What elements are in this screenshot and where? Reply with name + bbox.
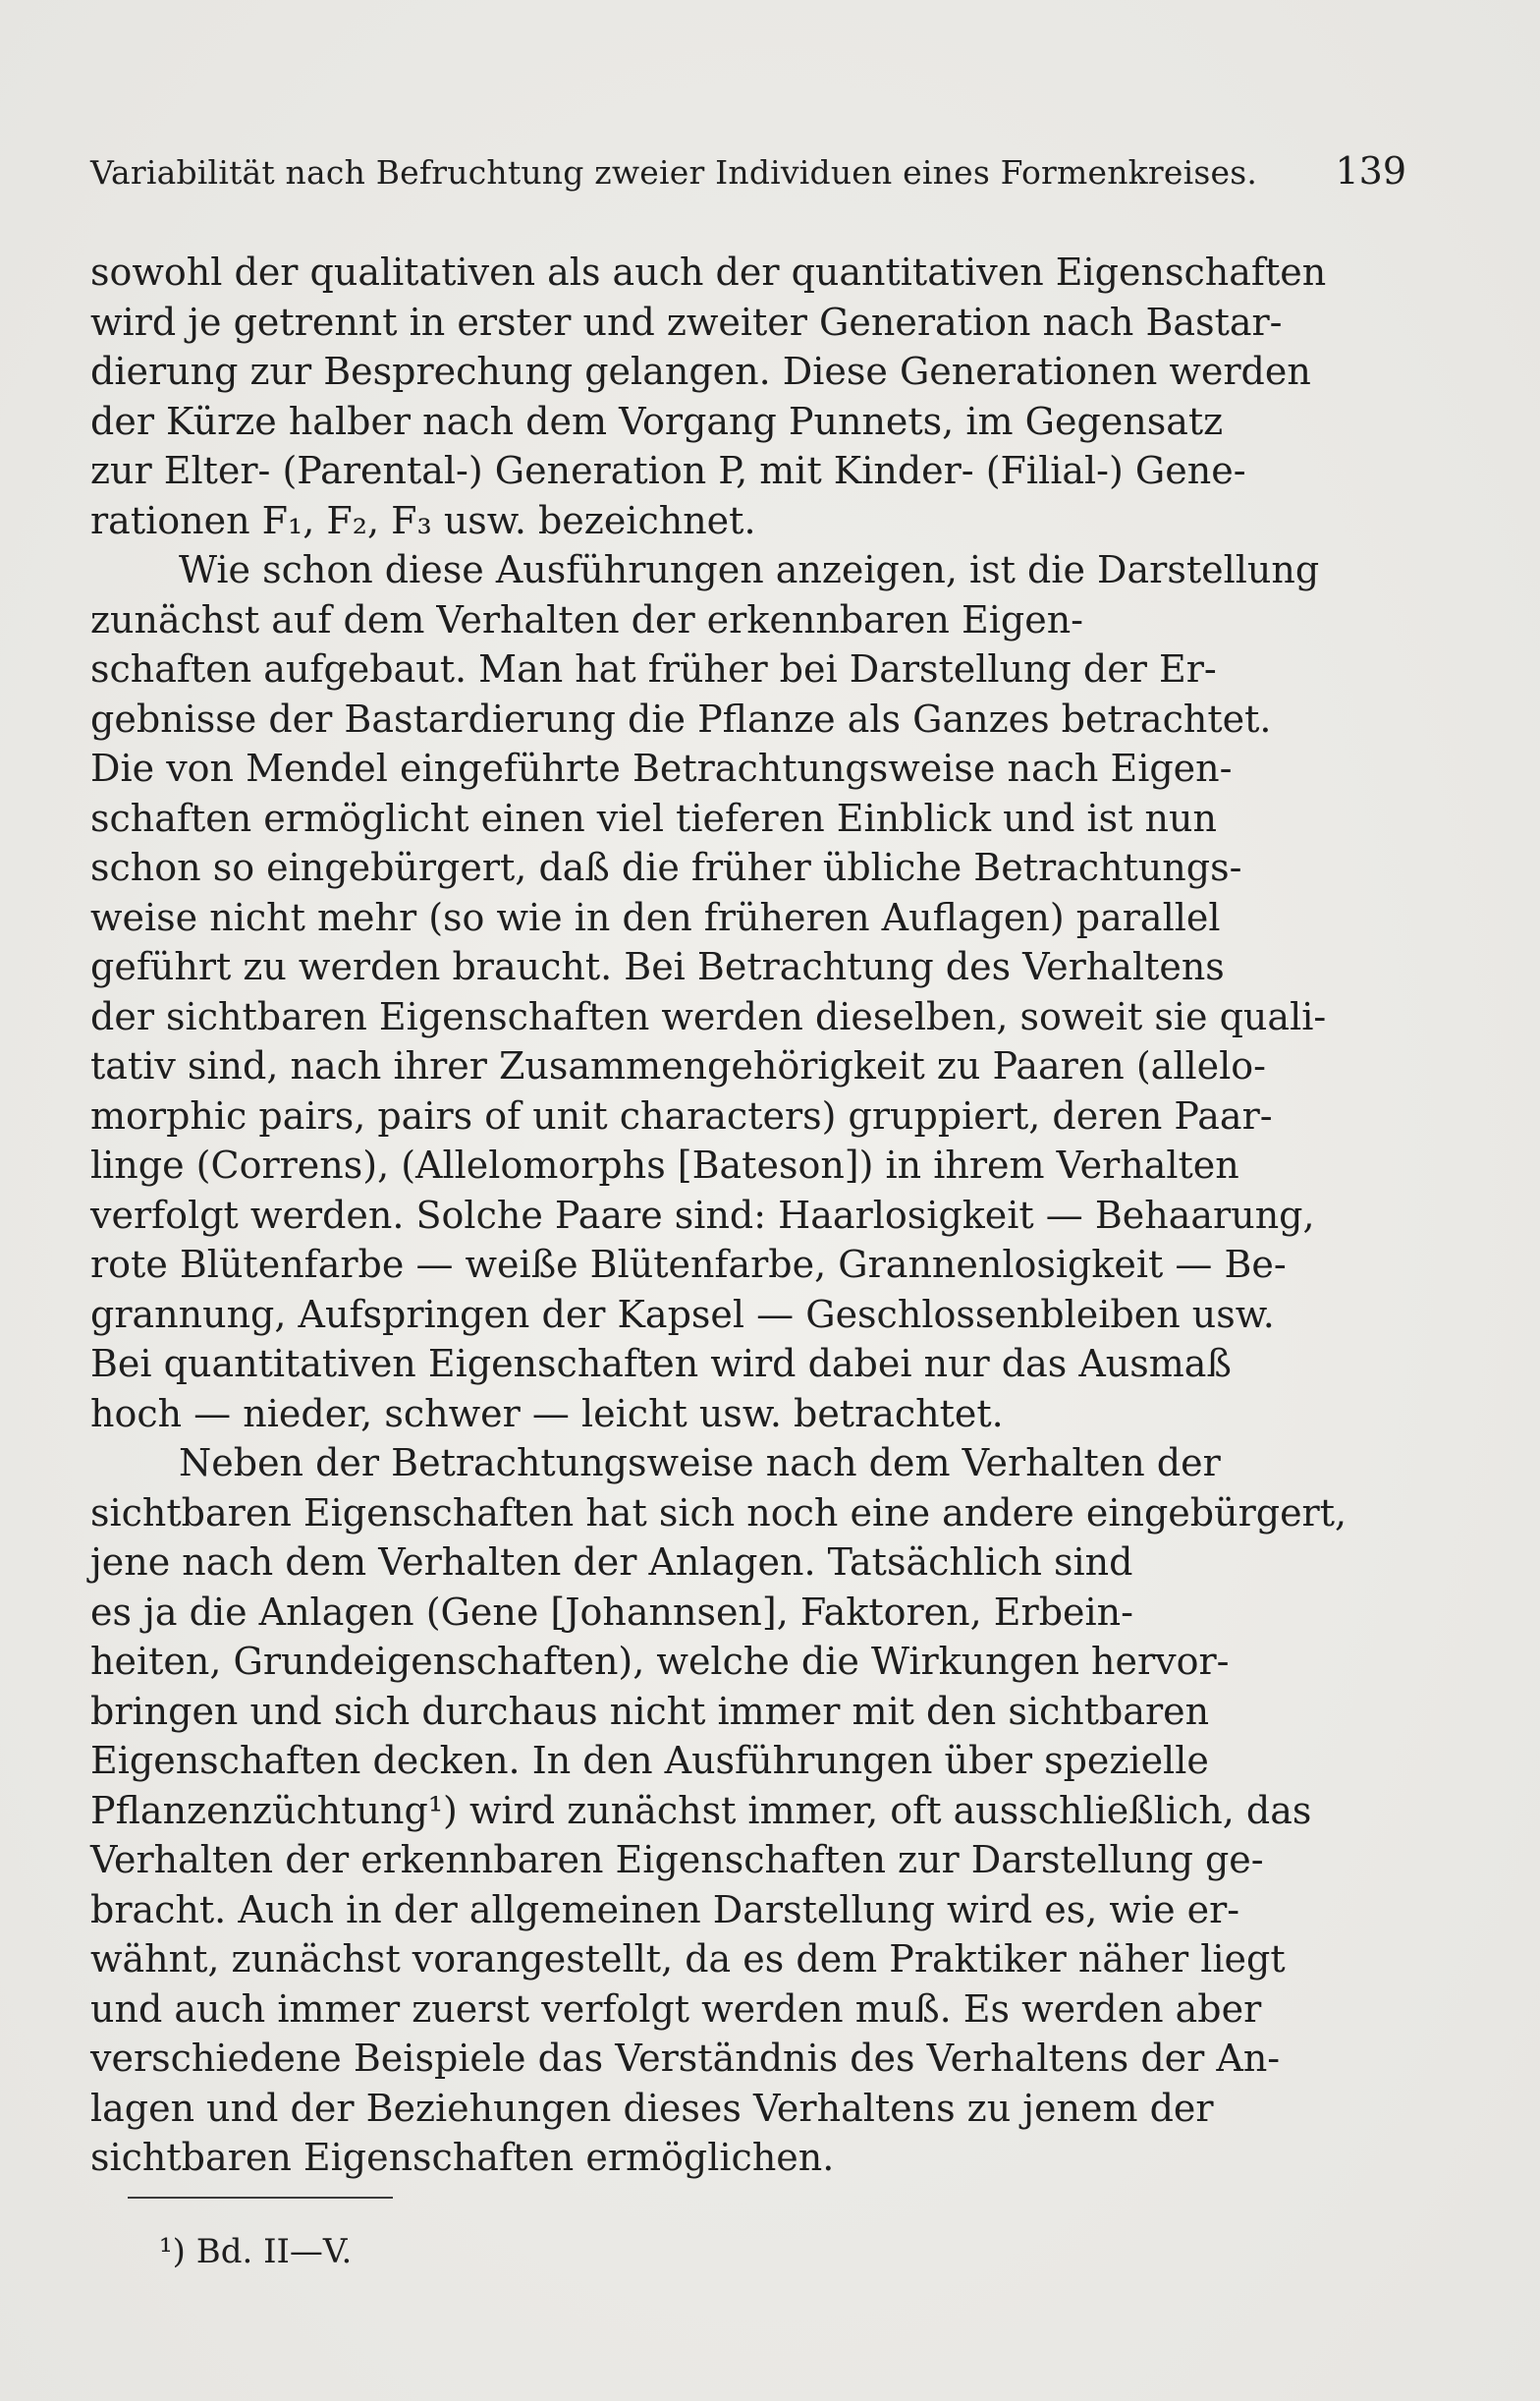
text-line: Eigenschaften decken. In den Ausführungen über spezielle	[90, 1739, 1209, 1782]
text-line: Neben der Betrachtungsweise nach dem Verhalten der	[179, 1441, 1221, 1484]
text-line: jene nach dem Verhalten der Anlagen. Tatsächlich sind	[90, 1540, 1133, 1584]
text-line: Die von Mendel eingeführte Betrachtungsweise nach Eigen-	[90, 747, 1233, 790]
body-text	[90, 248, 1406, 2183]
text-line: wähnt, zunächst vorangestellt, da es dem Praktiker näher liegt	[90, 1937, 1286, 1981]
text-line: bringen und sich durchaus nicht immer mit den sichtbaren	[90, 1689, 1210, 1733]
text-line: dierung zur Besprechung gelangen. Diese Generationen werden	[90, 350, 1311, 393]
page-header	[90, 149, 1406, 193]
text-line: bracht. Auch in der allgemeinen Darstellung wird es, wie er-	[90, 1887, 1240, 1931]
text-line: rote Blütenfarbe — weiße Blütenfarbe, Grannenlosigkeit — Be-	[90, 1243, 1287, 1286]
text-line: linge (Correns), (Allelomorphs [Bateson]) in ihrem Verhalten	[90, 1144, 1239, 1187]
text-line: weise nicht mehr (so wie in den früheren Auflagen) parallel	[90, 895, 1221, 939]
page-number: 139	[1335, 149, 1406, 193]
text-line: verschiedene Beispiele das Verständnis des Verhaltens der An-	[90, 2037, 1281, 2080]
text-line: Bei quantitativen Eigenschaften wird dabei nur das Ausmaß	[90, 1342, 1232, 1385]
text-line: und auch immer zuerst verfolgt werden muß. Es werden aber	[90, 1986, 1262, 2031]
text-line: Wie schon diese Ausführungen anzeigen, ist die Darstellung	[179, 548, 1320, 591]
text-line: der Kürze halber nach dem Vorgang Punnets, im Gegensatz	[90, 399, 1224, 443]
text-line: geführt zu werden braucht. Bei Betrachtung des Verhaltens	[90, 945, 1225, 988]
text-line: wird je getrennt in erster und zweiter Generation nach Bastar-	[90, 300, 1283, 344]
text-line: schon so eingebürgert, daß die früher übliche Betrachtungs-	[90, 846, 1242, 889]
footnote: ¹) Bd. II—V.	[159, 2232, 353, 2271]
text-line: sichtbaren Eigenschaften ermöglichen.	[90, 2136, 835, 2179]
text-line: sowohl der qualitativen als auch der quantitativen Eigenschaften	[90, 251, 1327, 294]
text-line: tativ sind, nach ihrer Zusammengehörigkeit zu Paaren (allelo-	[90, 1044, 1266, 1088]
text-line: rationen F₁, F₂, F₃ usw. bezeichnet.	[90, 498, 756, 542]
text-line: schaften ermöglicht einen viel tieferen Einblick und ist nun	[90, 796, 1217, 840]
text-line: schaften aufgebaut. Man hat früher bei Darstellung der Er-	[90, 647, 1217, 691]
text-line: zunächst auf dem Verhalten der erkennbaren Eigen-	[90, 597, 1084, 642]
text-line: es ja die Anlagen (Gene [Johannsen], Faktoren, Erbein-	[90, 1590, 1133, 1634]
text-line: Verhalten der erkennbaren Eigenschaften zur Darstellung ge-	[90, 1838, 1264, 1881]
text-line: sichtbaren Eigenschaften hat sich noch eine andere eingebürgert,	[90, 1490, 1348, 1535]
text-line: Pflanzenzüchtung¹) wird zunächst immer, oft ausschließlich, das	[90, 1788, 1312, 1832]
text-line: heiten, Grundeigenschaften), welche die Wirkungen hervor-	[90, 1640, 1230, 1683]
text-line: zur Elter- (Parental-) Generation P, mit Kinder- (Filial-) Gene-	[90, 449, 1246, 492]
running-head: Variabilität nach Befruchtung zweier Individuen eines Formenkreises.	[90, 153, 1258, 192]
footnote-divider	[128, 2197, 393, 2199]
text-line: grannung, Aufspringen der Kapsel — Geschlossenbleiben usw.	[90, 1292, 1275, 1336]
text-line: hoch — nieder, schwer — leicht usw. betrachtet.	[90, 1391, 1004, 1435]
text-line: lagen und der Beziehungen dieses Verhaltens zu jenem der	[90, 2086, 1214, 2130]
text-line: gebnisse der Bastardierung die Pflanze als Ganzes betrachtet.	[90, 697, 1272, 741]
text-line: der sichtbaren Eigenschaften werden dieselben, soweit sie quali-	[90, 994, 1327, 1038]
text-line: morphic pairs, pairs of unit characters) gruppiert, deren Paar-	[90, 1093, 1273, 1138]
text-line: verfolgt werden. Solche Paare sind: Haarlosigkeit — Behaarung,	[90, 1193, 1315, 1237]
